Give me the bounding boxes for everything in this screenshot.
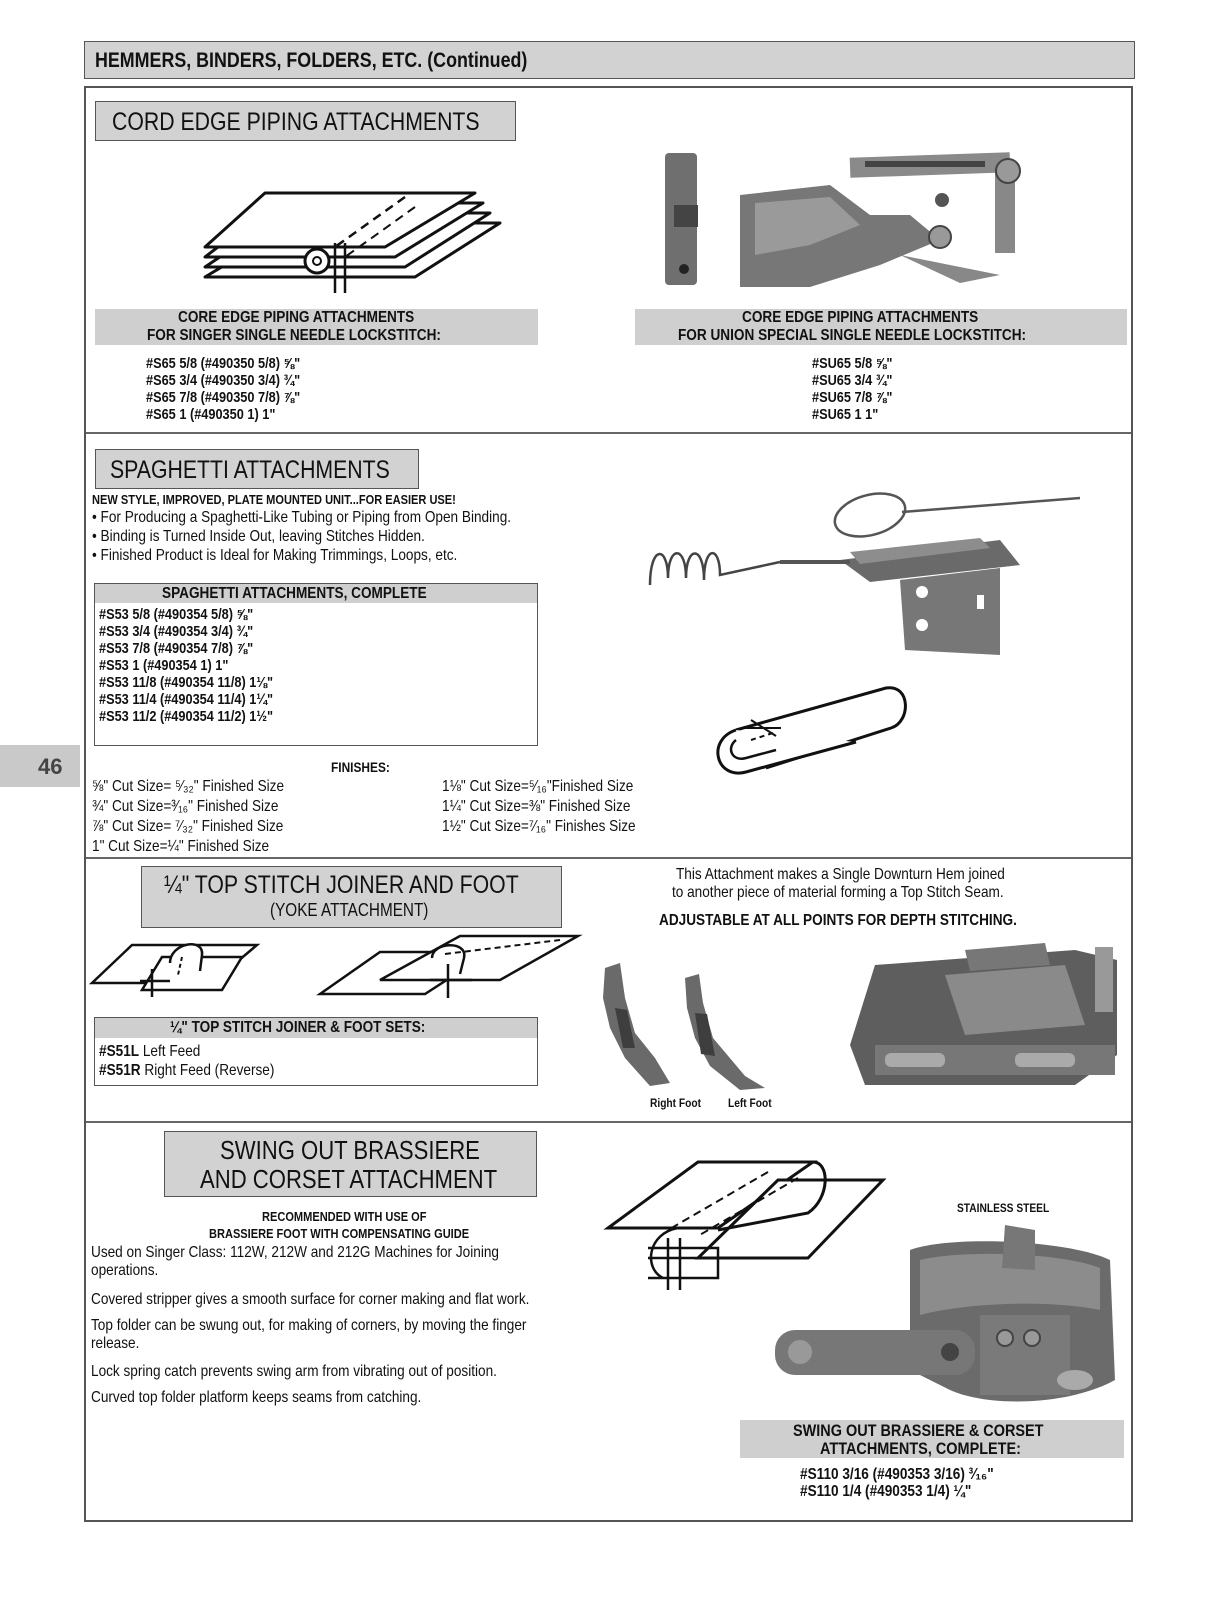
page-number: 46 <box>38 754 63 779</box>
page-header-title: HEMMERS, BINDERS, FOLDERS, ETC. (Continued) <box>95 49 528 72</box>
list-item: #S53 11/8 (#490354 11/8) 1⅛" <box>99 674 274 691</box>
union-heading-1: CORE EDGE PIPING ATTACHMENTS <box>742 309 979 326</box>
swing-out-paragraph <box>91 1389 421 1407</box>
spaghetti-subtitle: NEW STYLE, IMPROVED, PLATE MOUNTED UNIT...FOR EASIER USE! <box>92 492 456 507</box>
finishes-label: FINISHES: <box>331 759 390 775</box>
stainless-steel-label: STAINLESS STEEL <box>957 1201 1050 1215</box>
swing-out-part-list <box>800 1466 994 1500</box>
union-special-piping-photo <box>660 145 1060 295</box>
spaghetti-attachment-photo <box>640 490 1090 660</box>
singer-heading-2: FOR SINGER SINGLE NEEDLE LOCKSTITCH: <box>147 327 441 344</box>
section-divider <box>86 1121 1131 1123</box>
swing-out-attachment-photo <box>770 1220 1120 1410</box>
list-item: #S53 7/8 (#490354 7/8) ⅞" <box>99 640 254 657</box>
text-line: Curved top folder platform keeps seams from catching. <box>91 1389 422 1406</box>
page-number-tab <box>0 745 80 787</box>
recommended-line-1: RECOMMENDED WITH USE OF <box>262 1209 427 1224</box>
spaghetti-title-box <box>95 449 419 489</box>
text-line: Covered stripper gives a smooth surface for corner making and flat work. <box>91 1291 530 1308</box>
finishes-left-list <box>92 777 284 857</box>
spaghetti-part-list <box>99 606 273 725</box>
yoke-attachment-diagram-right <box>320 932 580 1002</box>
swing-out-complete-2: ATTACHMENTS, COMPLETE: <box>820 1439 1021 1458</box>
list-item: #S65 7/8 (#490350 7/8) ⅞" <box>146 389 301 406</box>
recommended-line-2: BRASSIERE FOOT WITH COMPENSATING GUIDE <box>209 1226 470 1241</box>
section-divider <box>86 857 1131 859</box>
top-stitch-item <box>99 1062 274 1080</box>
list-item: 1½" Cut Size=⁷⁄₁₆" Finishes Size <box>442 818 636 835</box>
section-divider <box>86 432 1131 434</box>
top-stitch-desc-1: This Attachment makes a Single Downturn Hem joined <box>676 866 1005 883</box>
swing-out-paragraph <box>91 1291 529 1309</box>
list-item: #S65 5/8 (#490350 5/8) ⅝" <box>146 355 301 372</box>
list-item: #S65 3/4 (#490350 3/4) ¾" <box>146 372 301 389</box>
part-code: #S51R <box>99 1062 141 1079</box>
header-bar <box>84 41 1135 79</box>
top-stitch-adjustable: ADJUSTABLE AT ALL POINTS FOR DEPTH STITCHING. <box>659 912 1017 929</box>
spaghetti-bullet: • For Producing a Spaghetti-Like Tubing or Piping from Open Binding. <box>92 509 512 526</box>
text-line: Top folder can be swung out, for making of corners, by moving the finger <box>91 1317 527 1334</box>
swing-out-title-1: SWING OUT BRASSIERE <box>220 1135 480 1165</box>
union-heading-2: FOR UNION SPECIAL SINGLE NEEDLE LOCKSTITCH: <box>678 327 1027 344</box>
list-item: #SU65 5/8 ⅝" <box>812 355 893 372</box>
list-item: #S53 1 (#490354 1) 1" <box>99 657 229 674</box>
text-line: Lock spring catch prevents swing arm from vibrating out of position. <box>91 1363 497 1380</box>
top-stitch-desc-2: to another piece of material forming a Top Stitch Seam. <box>672 884 1004 901</box>
part-code: #S51L <box>99 1043 140 1060</box>
list-item: #S53 11/2 (#490354 11/2) 1½" <box>99 708 274 725</box>
list-item: 1¼" Cut Size=⅜" Finished Size <box>442 798 631 815</box>
spaghetti-tubing-diagram <box>706 680 916 790</box>
top-stitch-item <box>99 1043 200 1061</box>
text-line: Used on Singer Class: 112W, 212W and 212G Machines for Joining <box>91 1244 499 1261</box>
list-item: #SU65 1 1" <box>812 406 879 423</box>
top-stitch-table <box>94 1017 538 1086</box>
list-item: #S110 1/4 (#490353 1/4) ¼" <box>800 1483 972 1500</box>
swing-out-paragraph <box>91 1244 499 1280</box>
union-part-list <box>812 355 892 423</box>
top-stitch-title-box <box>141 866 562 928</box>
spaghetti-table-title: SPAGHETTI ATTACHMENTS, COMPLETE <box>162 585 427 602</box>
swing-out-paragraph <box>91 1317 526 1353</box>
list-item: #S53 3/4 (#490354 3/4) ¾" <box>99 623 254 640</box>
list-item: #S53 11/4 (#490354 11/4) 1¼" <box>99 691 274 708</box>
text-line: release. <box>91 1335 140 1352</box>
cord-edge-title: CORD EDGE PIPING ATTACHMENTS <box>112 108 480 136</box>
part-desc: Left Feed <box>142 1043 201 1060</box>
swing-out-title-box <box>164 1131 537 1197</box>
right-foot-label: Right Foot <box>650 1096 701 1110</box>
part-desc: Right Feed (Reverse) <box>144 1062 275 1079</box>
swing-out-complete-1: SWING OUT BRASSIERE & CORSET <box>793 1421 1044 1440</box>
swing-out-title-2: AND CORSET ATTACHMENT <box>200 1164 498 1194</box>
spaghetti-bullet: • Finished Product is Ideal for Making Trimmings, Loops, etc. <box>92 547 458 564</box>
spaghetti-title: SPAGHETTI ATTACHMENTS <box>110 456 390 484</box>
list-item: 1⅛" Cut Size=⁵⁄₁₆"Finished Size <box>442 778 634 795</box>
list-item: ⅝" Cut Size= ⁵⁄₃₂" Finished Size <box>92 778 285 795</box>
list-item: 1" Cut Size=¼" Finished Size <box>92 838 270 855</box>
list-item: #SU65 7/8 ⅞" <box>812 389 893 406</box>
finishes-right-list <box>442 777 636 837</box>
singer-part-list <box>146 355 300 423</box>
top-stitch-title: ¼" TOP STITCH JOINER AND FOOT <box>164 871 519 899</box>
top-stitch-joiner-photo <box>845 935 1125 1095</box>
cord-edge-title-box <box>95 101 516 141</box>
list-item: #SU65 3/4 ¾" <box>812 372 893 389</box>
swing-out-paragraph <box>91 1363 497 1381</box>
list-item: #S53 5/8 (#490354 5/8) ⅝" <box>99 606 254 623</box>
list-item: #S110 3/16 (#490353 3/16) ³⁄₁₆" <box>800 1466 994 1483</box>
yoke-attachment-diagram-left <box>92 935 262 1000</box>
cord-edge-piping-diagram <box>195 185 515 295</box>
singer-heading-1: CORE EDGE PIPING ATTACHMENTS <box>178 309 415 326</box>
text-line: operations. <box>91 1262 159 1279</box>
left-foot-label: Left Foot <box>728 1096 772 1110</box>
spaghetti-bullet: • Binding is Turned Inside Out, leaving Stitches Hidden. <box>92 528 425 545</box>
list-item: ¾" Cut Size=³⁄₁₆" Finished Size <box>92 798 279 815</box>
top-stitch-table-title: ¼" TOP STITCH JOINER & FOOT SETS: <box>170 1019 426 1036</box>
top-stitch-subtitle: (YOKE ATTACHMENT) <box>270 900 429 920</box>
list-item: ⅞" Cut Size= ⁷⁄₃₂" Finished Size <box>92 818 284 835</box>
list-item: #S65 1 (#490350 1) 1" <box>146 406 276 423</box>
presser-feet-photo <box>595 958 775 1093</box>
spaghetti-table <box>94 583 538 746</box>
